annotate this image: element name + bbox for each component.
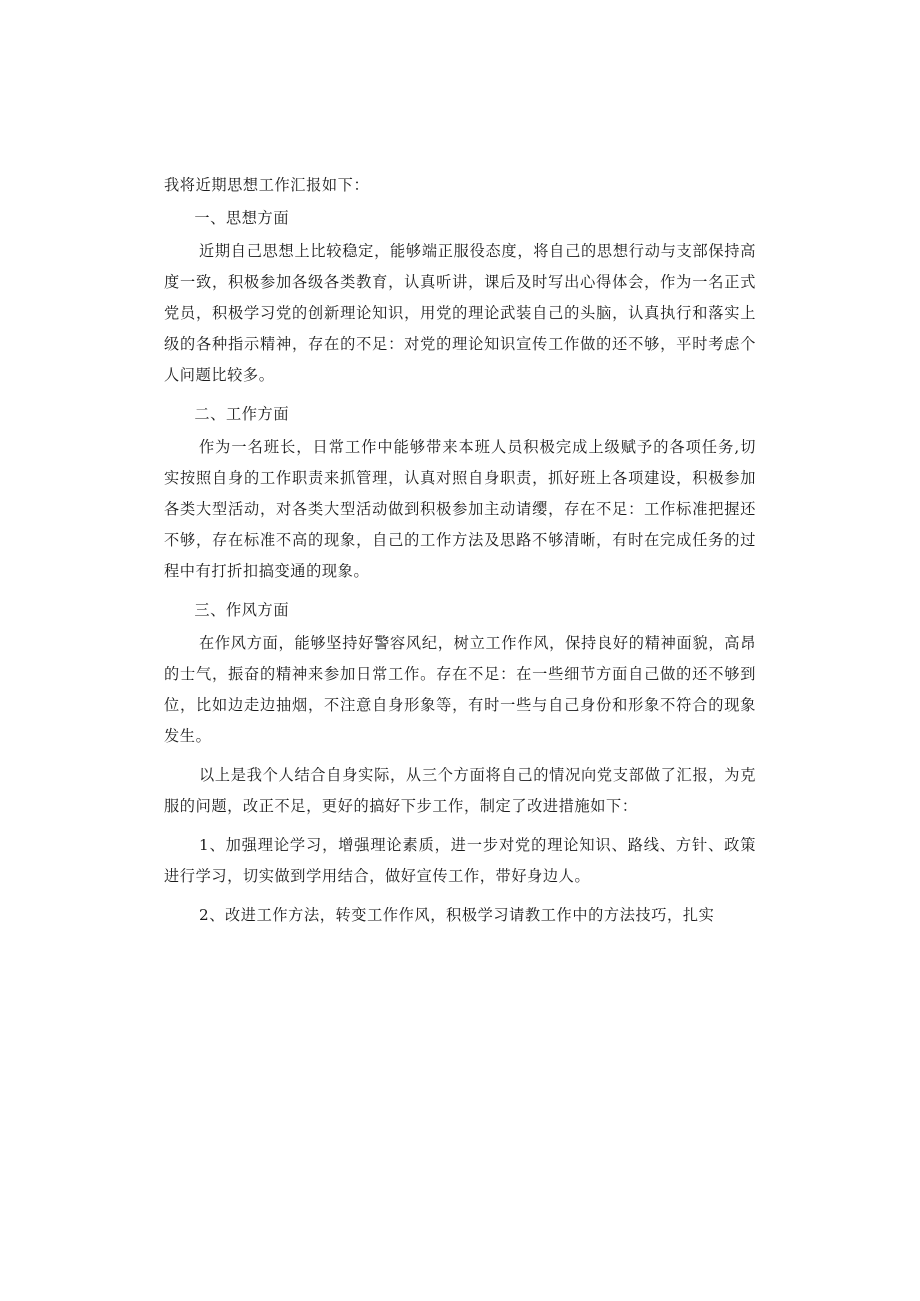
- section-heading-style: 三、作风方面: [194, 601, 290, 619]
- section-heading-work: 二、工作方面: [194, 405, 290, 423]
- section-heading-thought: 一、思想方面: [194, 209, 290, 227]
- summary-paragraph: 以上是我个人结合自身实际，从三个方面将自己的情况向党支部做了汇报，为克服的问题，改正不足，更好的搞好下步工作，制定了改进措施如下：: [164, 766, 756, 815]
- document-page: [164, 170, 756, 931]
- intro-line: 我将近期思想工作汇报如下：: [164, 176, 370, 194]
- section-body-thought: 近期自己思想上比较稳定，能够端正服役态度，将自己的思想行动与支部保持高度一致，积极参加各级各类教育，认真听讲，课后及时写出心得体会，作为一名正式党员，积极学习党的创新理论知识，用党的理论武装自己的头脑，认真执行和落实上级的各种指示精神，存在的不足：对党的理论知识宣传工作做的还不够，平时考虑个人问题比较多。: [164, 242, 756, 384]
- section-body-style: 在作风方面，能够坚持好警容风纪，树立工作作风，保持良好的精神面貌，高昂的士气，振奋的精神来参加日常工作。存在不足：在一些细节方面自己做的还不够到位，比如边走边抽烟，不注意自身形象等，有时一些与自己身份和形象不符合的现象发生。: [164, 634, 756, 745]
- section-body-work: 作为一名班长，日常工作中能够带来本班人员积极完成上级赋予的各项任务,切实按照自身的工作职责来抓管理，认真对照自身职责，抓好班上各项建设，积极参加各类大型活动，对各类大型活动做到积极参加主动请缨，存在不足：工作标准把握还不够，存在标准不高的现象，自己的工作方法及思路不够清晰，有时在完成任务的过程中有打折扣搞变通的现象。: [164, 438, 756, 580]
- measure-item-1: 1、加强理论学习，增强理论素质，进一步对党的理论知识、路线、方针、政策进行学习，切实做到学用结合，做好宣传工作，带好身边人。: [164, 836, 756, 885]
- measure-item-2: 2、改进工作方法，转变工作作风，积极学习请教工作中的方法技巧，扎实: [198, 906, 715, 924]
